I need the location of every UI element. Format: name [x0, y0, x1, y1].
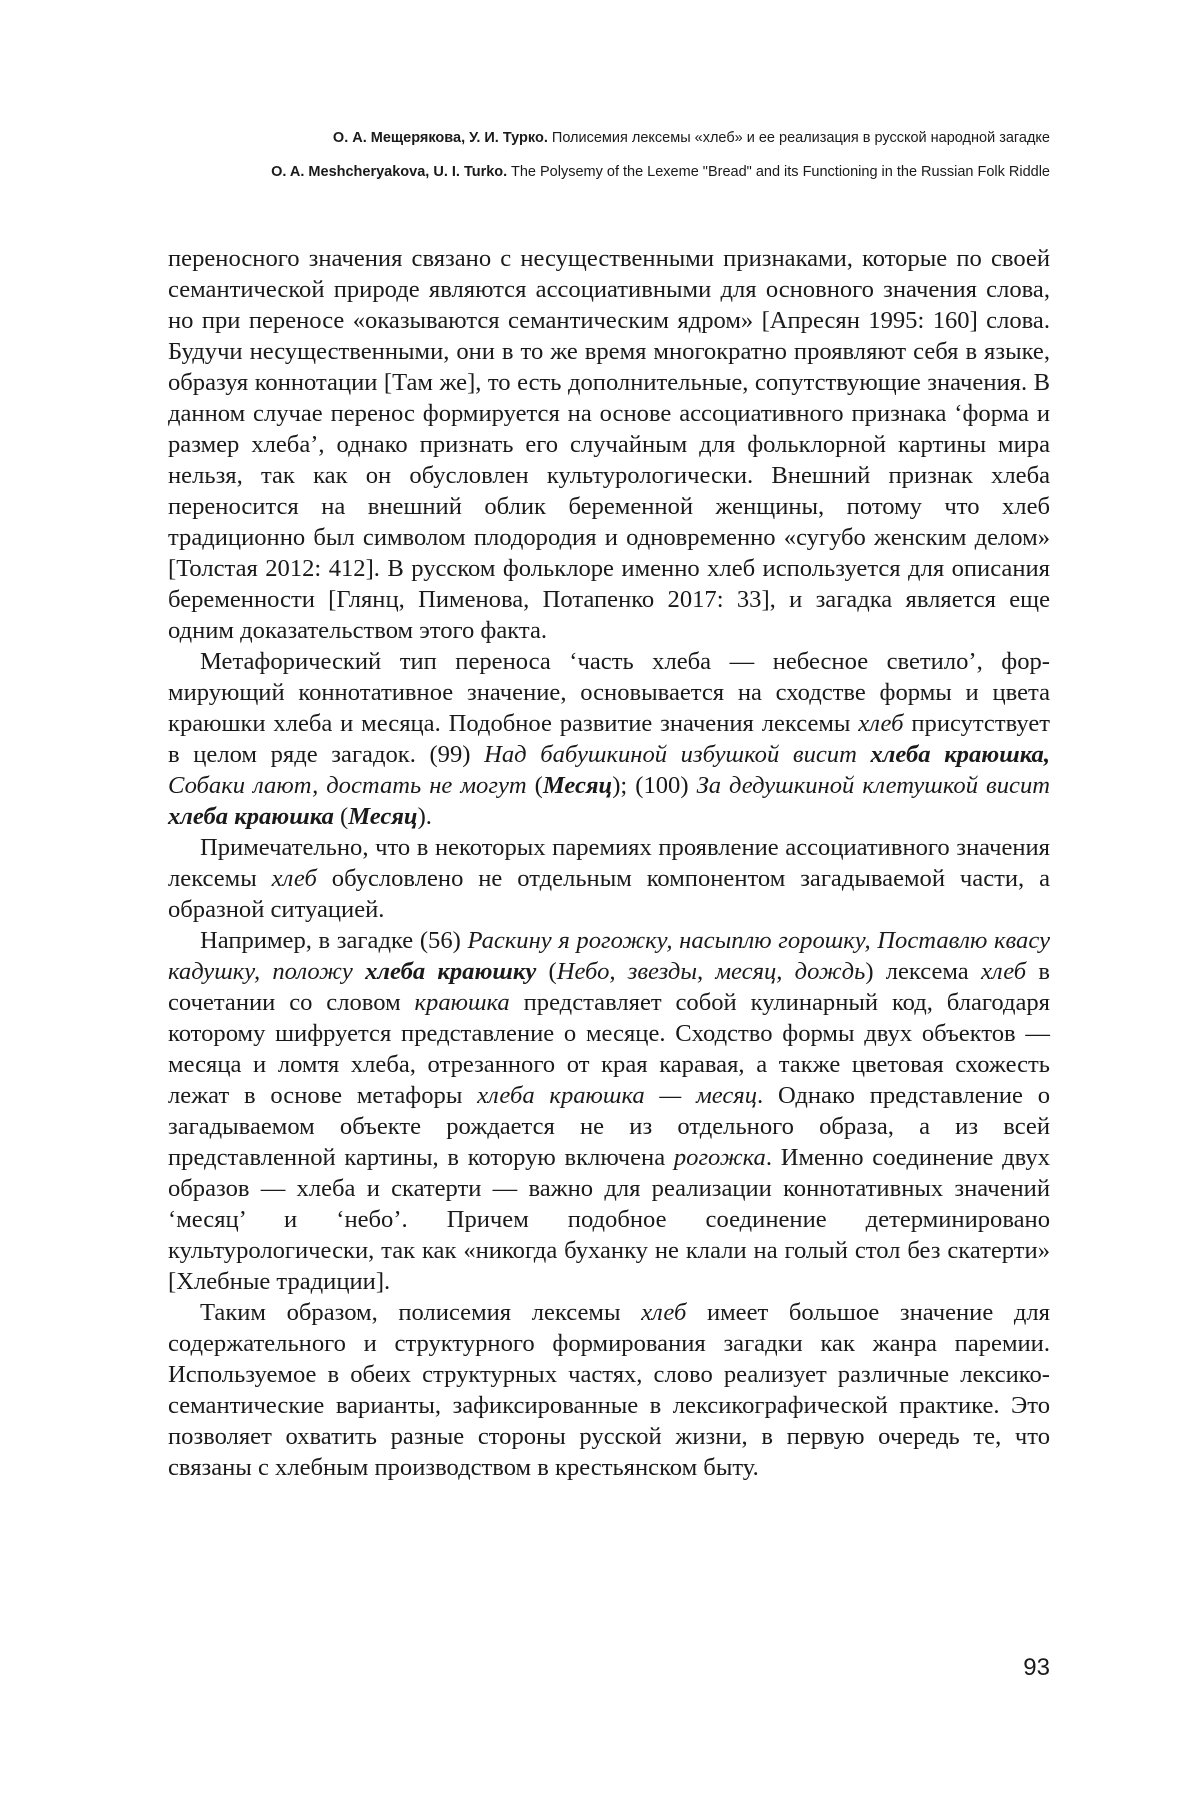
bold-italic-text: хлеба краюшка,: [870, 741, 1050, 768]
text-segment: . Однако представление о загадываемом объекте рождается не из отдельного образа, а из всей представленной картины, в которую включена: [168, 1082, 1051, 1171]
text-segment: представляет собой кулинарный код, благодаря которому шифруется представление о месяце. Сходство формы двух объектов — месяца и ломтя хлеба, отрезанного от края каравая, а также цветовая схожесть лежат в основе метафоры: [168, 989, 1050, 1109]
italic-text: За дедушкиной клетушкой висит: [696, 772, 1050, 799]
bold-italic-text: хлеба краюшка: [168, 803, 334, 830]
text-segment: Например, в загадке (56): [200, 927, 468, 954]
text-segment: Таким образом, полисемия лексемы: [200, 1299, 642, 1326]
bold-italic-text: хлеба краюшку: [365, 958, 537, 985]
running-head-authors-en: O. A. Meshcheryakova, U. I. Turko.: [271, 164, 508, 180]
paragraph: [168, 243, 1050, 646]
bold-italic-text: Месяц: [542, 772, 613, 799]
text-segment: ).: [417, 803, 432, 830]
text-segment: Метафорический тип переноса ‘часть хлеба — небесное светило’, формирующий коннотативное значение, основывается на сходстве формы и цвета краюшки хлеба и месяца. Подобное развитие значения лексемы: [168, 648, 1050, 737]
italic-text: Собаки лают, достать не могут: [168, 772, 527, 799]
italic-text: хлеб: [980, 958, 1027, 985]
italic-text: хлеб: [641, 1299, 687, 1326]
text-segment: обусловлено не отдельным компонентом загадываемой части, а образной ситуацией.: [168, 865, 1050, 923]
italic-text: рогожка: [673, 1144, 766, 1171]
italic-text: Над бабушкиной избушкой висит: [484, 741, 871, 768]
italic-text: краюшка: [414, 989, 510, 1016]
running-head-authors-ru: О. А. Мещерякова, У. И. Турко.: [332, 130, 548, 146]
text-segment: имеет большое значение для содержательного и структурного формирования загадки как жанра паремии. Используемое в обеих структурных частях, слово реализует различные лексико-семантические варианты, зафиксированные в лексикографической практике. Это позволяет охватить разные стороны русской жизни, в первую очередь те, что связаны с хлебным производством в крестьянском быту.: [168, 1299, 1050, 1481]
text-segment: ) лексема: [865, 958, 981, 985]
text-segment: переносного значения связано с несущественными признаками, которые по своей семантической природе являются ассоциативными для основного значения слова, но при переносе «оказываются семантическим ядром» [Апресян 1995: 160] слова. Будучи несущественными, они в то же время многократно проявляют себя в языке, образуя коннотации [Там же], то есть дополнительные, сопутствующие значения. В данном случае перенос формируется на основе ассоциативного признака ‘форма и размер хлеба’, однако признать его случайным для фольклорной картины мира нельзя, так как он обусловлен культурологически. Внешний признак хлеба переносится на внешний облик беременной женщины, потому что хлеб традиционно был символом плодородия и одновременно «сугубо женским делом» [Толстая 2012: 412]. В русском фольклоре именно хлеб используется для описания беременности [Глянц, Пименова, Потапенко 2017: 33], и загадка является еще одним доказательством этого факта.: [168, 245, 1050, 644]
italic-text: Небо, звезды, месяц, дождь: [556, 958, 866, 985]
bold-italic-text: Месяц: [348, 803, 418, 830]
paragraph: [168, 646, 1050, 832]
text-segment: . Именно соединение двух образов — хлеба и скатерти — важно для реализации коннотативных значений ‘месяц’ и ‘небо’. Причем подобное соединение детерминировано культурологически, так как «никогда буханку не клали на голый стол без скатерти» [Хлебные традиции].: [168, 1144, 1050, 1295]
page-number: 93: [1023, 1654, 1050, 1681]
text-segment: (: [333, 803, 349, 830]
italic-text: хлеб: [858, 710, 904, 737]
paragraph: [168, 832, 1050, 925]
text-segment: в сочетании со словом: [168, 958, 1050, 1016]
running-head-title-ru: Полисемия лексемы «хлеб» и ее реализация в русской народной загадке: [551, 130, 1050, 146]
text-segment: (: [526, 772, 543, 799]
running-head-russian: [100, 128, 1050, 148]
text-segment: присутствует в целом ряде загадок. (99): [168, 710, 1050, 768]
running-head-english: [100, 162, 1050, 182]
italic-text: Раскину я рогожку, насыплю горошку, Поставлю квасу кадушку, положу: [168, 927, 1050, 985]
article-body: [168, 243, 1050, 1483]
paragraph: [168, 1297, 1050, 1483]
italic-text: хлеб: [271, 865, 317, 892]
running-head-title-en: The Polysemy of the Lexeme "Bread" and its Functioning in the Russian Folk Riddle: [510, 164, 1050, 180]
text-segment: (: [536, 958, 557, 985]
italic-text: хлеба краюшка — месяц: [477, 1082, 758, 1109]
paragraph: [168, 925, 1050, 1297]
text-segment: Примечательно, что в некоторых паремиях проявление ассоциативного значения лексемы: [168, 834, 1050, 892]
text-segment: ); (100): [612, 772, 697, 799]
